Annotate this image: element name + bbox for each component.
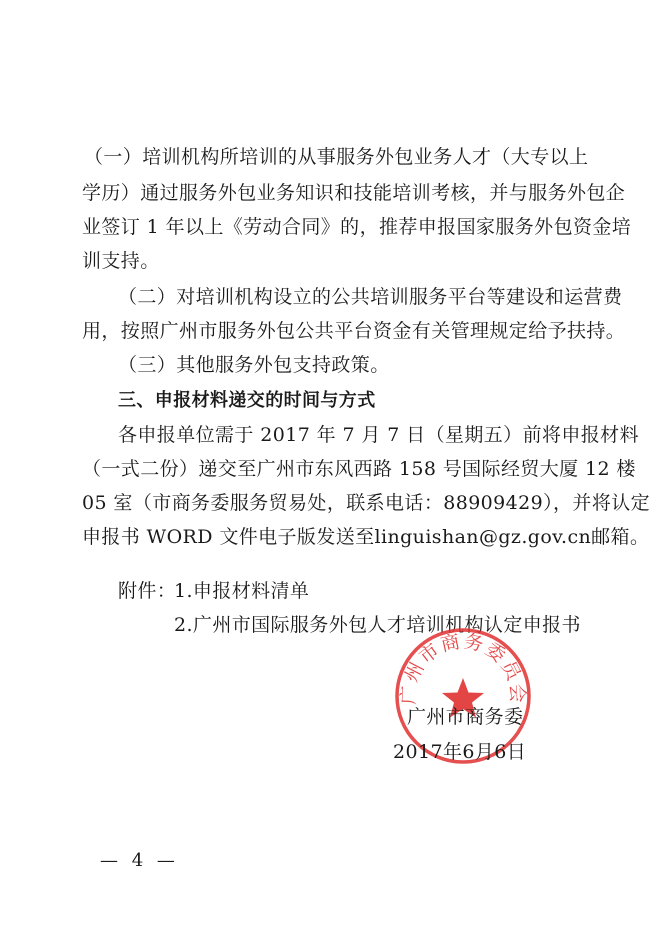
seal-text: 广州市商务委员会 [397,630,529,705]
paragraph-2-line-1: （二）对培训机构设立的公共培训服务平台等建设和运营费 [118,286,623,308]
signature-date: 2017年6月6日 [393,741,527,763]
submission-line-4: 申报书 WORD 文件电子版发送至linguishan@gz.gov.cn邮箱。 [82,526,650,548]
section-heading: 三、申报材料递交的时间与方式 [118,390,376,411]
page-number: — 4 — [100,850,179,871]
paragraph-2-line-2: 用，按照广州市服务外包公共平台资金有关管理规定给予扶持。 [82,320,626,342]
attachments-label: 附件： [118,580,177,602]
submission-line-3: 05 室（市商务委服务贸易处，联系电话：88909429），并将认定 [82,492,651,514]
paragraph-3-line-1: （三）其他服务外包支持政策。 [118,354,390,376]
paragraph-1-line-2: 学历）通过服务外包业务知识和技能培训考核，并与服务外包企 [82,182,626,204]
paragraph-1-line-1: （一）培训机构所培训的从事服务外包业务人才（大专以上 [84,146,589,168]
attachment-item-1: 1.申报材料清单 [174,580,310,602]
paragraph-1-line-3: 业签订 1 年以上《劳动合同》的，推荐申报国家服务外包资金培 [82,216,632,238]
attachment-item-2: 2.广州市国际服务外包人才培训机构认定申报书 [174,614,581,636]
submission-line-2: （一式二份）递交至广州市东风西路 158 号国际经贸大厦 12 楼 [82,458,636,480]
submission-line-1: 各申报单位需于 2017 年 7 月 7 日（星期五）前将申报材料 [118,424,639,446]
paragraph-1-line-4: 训支持。 [82,250,160,272]
signature-organization: 广州市商务委 [407,706,524,728]
